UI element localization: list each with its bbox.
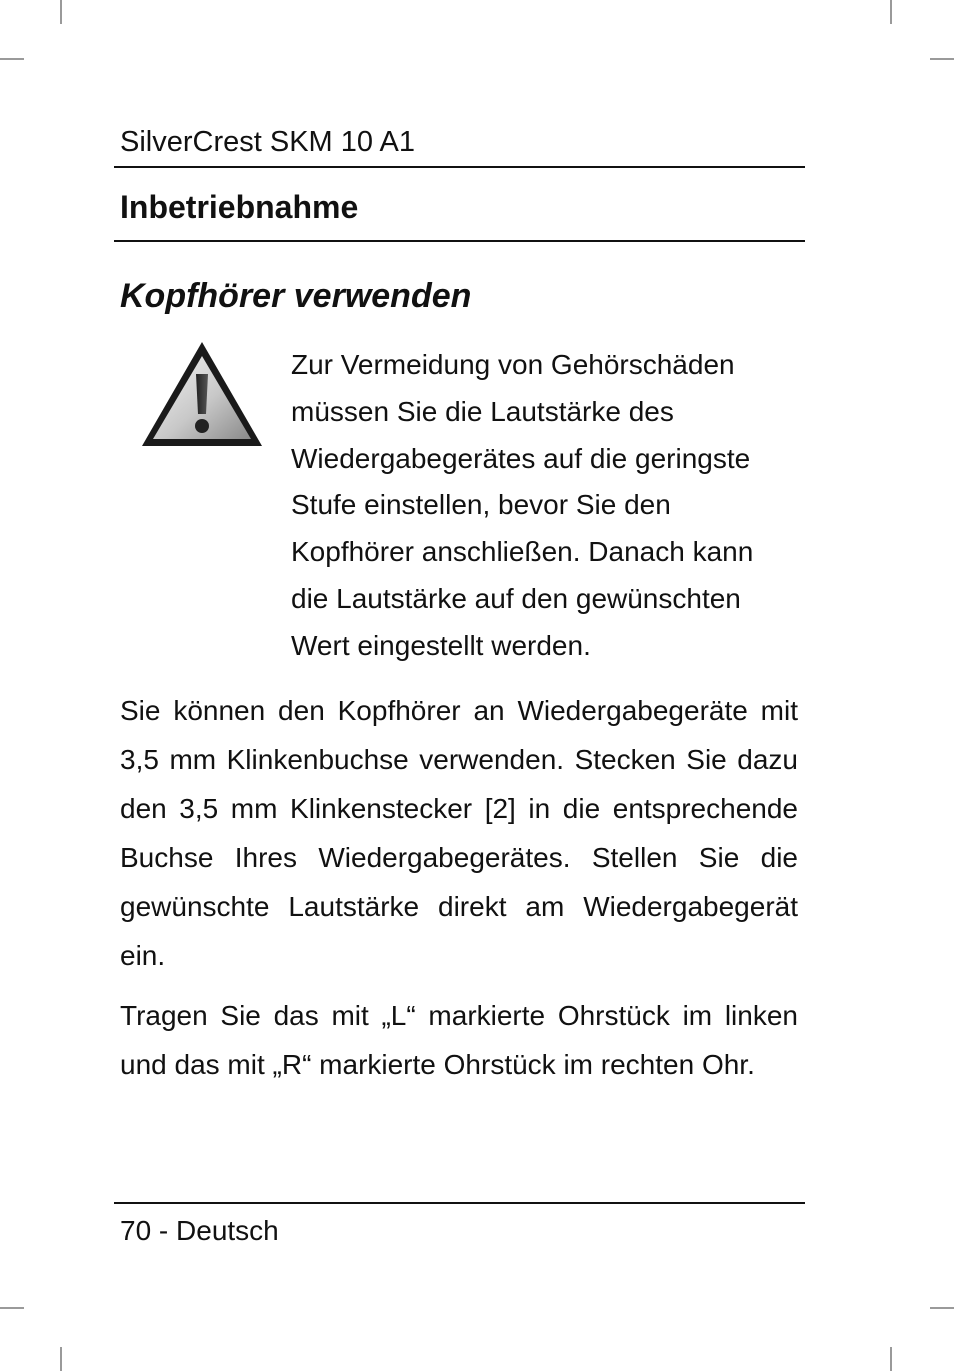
paragraph-line: ein. [120, 940, 166, 971]
warning-triangle-icon [140, 340, 264, 448]
warning-text [291, 342, 801, 670]
header-rule [114, 166, 805, 168]
paragraph-line: 3,5 mm Klinkenbuchse verwenden. Stecken Sie dazu [120, 744, 798, 775]
paragraph-line: Buchse Ihres Wiedergabegerätes. Stellen Sie die [120, 842, 798, 873]
document-header: SilverCrest SKM 10 A1 [120, 126, 415, 158]
paragraph-line: den 3,5 mm Klinkenstecker [2] in die entsprechende [120, 793, 798, 824]
subsection-title: Kopfhörer verwenden [120, 277, 472, 315]
paragraph-line: und das mit „R“ markierte Ohrstück im rechten Ohr. [120, 1049, 755, 1080]
crop-mark [930, 1307, 954, 1309]
warning-line: Wert eingestellt werden. [291, 629, 591, 661]
section-rule [114, 240, 805, 242]
warning-line: Zur Vermeidung von Gehörschäden [291, 349, 735, 380]
paragraph-line: Sie können den Kopfhörer an Wiedergabegeräte mit [120, 695, 798, 726]
body-paragraph [120, 686, 798, 980]
body-paragraph [120, 991, 798, 1089]
crop-mark [890, 0, 892, 24]
crop-mark [930, 58, 954, 60]
warning-line: Kopfhörer anschließen. Danach kann [291, 536, 754, 568]
warning-line: müssen Sie die Lautstärke des [291, 395, 674, 427]
warning-line: Stufe einstellen, bevor Sie den [291, 489, 671, 521]
page-number: 70 - Deutsch [120, 1215, 279, 1246]
crop-mark [0, 1307, 24, 1309]
section-title: Inbetriebnahme [120, 189, 359, 225]
crop-mark [890, 1347, 892, 1371]
warning-line: Wiedergabegerätes auf die geringste [291, 442, 751, 474]
paragraph-line: gewünschte Lautstärke direkt am Wiedergabegerät [120, 891, 798, 922]
crop-mark [0, 58, 24, 60]
footer-rule [114, 1202, 805, 1204]
crop-mark [60, 0, 62, 24]
warning-line: die Lautstärke auf den gewünschten [291, 582, 741, 614]
paragraph-line: Tragen Sie das mit „L“ markierte Ohrstück im linken [120, 1000, 798, 1031]
crop-mark [60, 1347, 62, 1371]
